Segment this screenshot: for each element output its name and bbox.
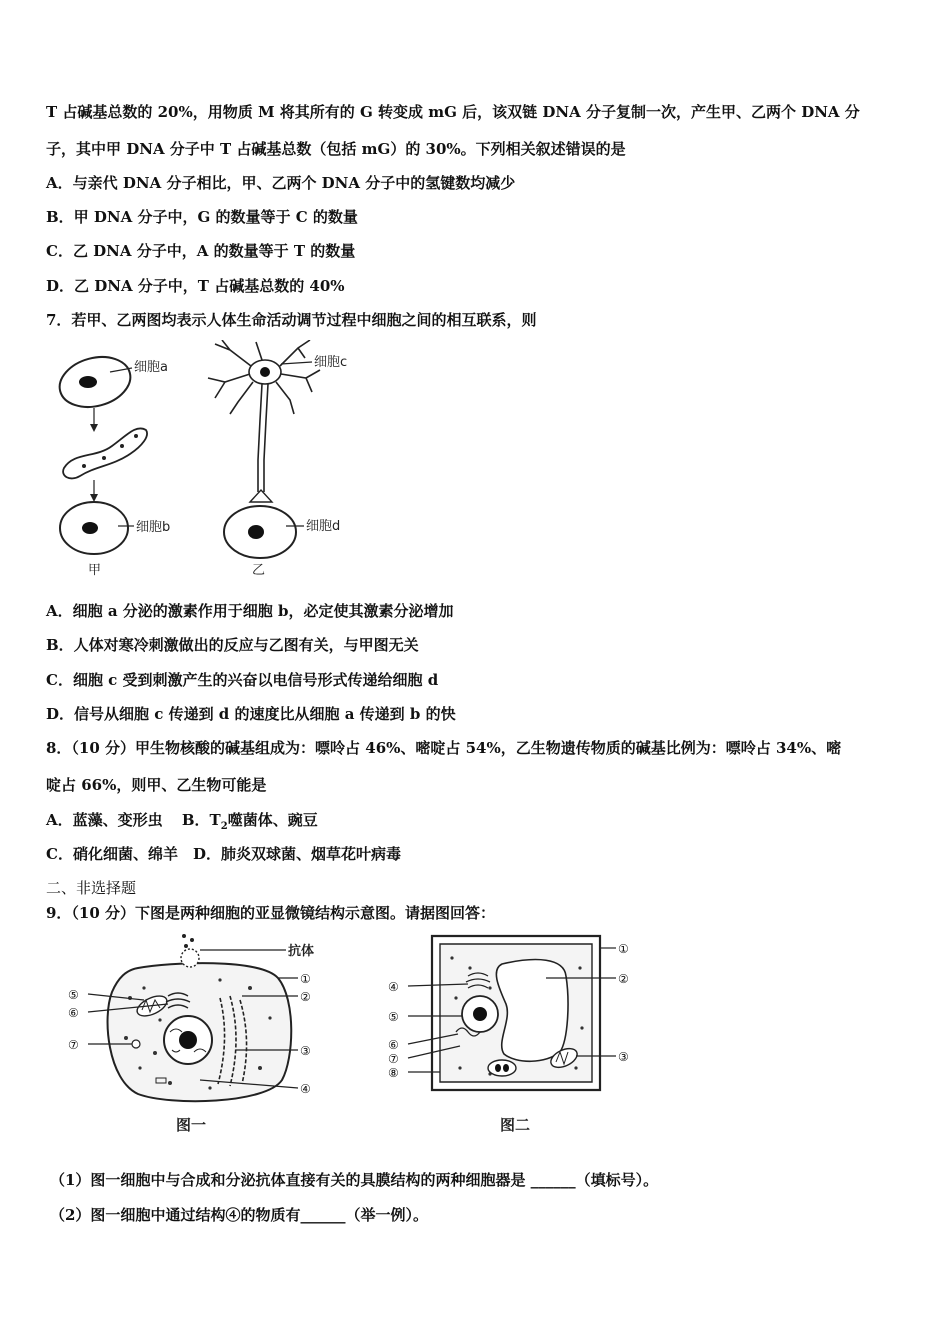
figure-two-plant-cell [388, 936, 629, 1134]
fig1-label-1: ① [300, 972, 311, 986]
q8-options-ab [46, 810, 318, 837]
fig2-label-1: ① [618, 942, 629, 956]
q8-stem-line1: 8．（10 分）甲生物核酸的碱基组成为：嘌呤占 46%、嘧啶占 54%，乙生物遗传物质的碱基比例为：嘌呤占 34%、嘧 [46, 739, 842, 757]
section-two-heading: 二、非选择题 [46, 879, 137, 897]
figure-two-caption: 图二 [500, 1116, 531, 1134]
cell-a-label: 细胞a [134, 360, 168, 375]
fig2-label-5: ⑤ [388, 1010, 399, 1024]
q7-option-c: C．细胞 c 受到刺激产生的兴奋以电信号形式传递给细胞 d [46, 671, 439, 689]
fig1-label-6: ⑥ [68, 1006, 79, 1020]
caption-jia: 甲 [88, 563, 102, 578]
fig1-label-7: ⑦ [68, 1038, 79, 1052]
q9-figure [60, 928, 650, 1138]
q8-option-b-prefix: B．T [181, 811, 221, 829]
fig2-label-3: ③ [618, 1050, 629, 1064]
figure-one-animal-cell [68, 934, 314, 1134]
fig1-label-4: ④ [300, 1082, 311, 1096]
q9-sub-question-2: （2）图一细胞中通过结构④的物质有______（举一例）。 [50, 1206, 428, 1224]
q7-figure [50, 340, 380, 580]
cell-c-label: 细胞c [314, 355, 348, 370]
q8-option-b [181, 811, 318, 832]
q8-options-cd: C．硝化细菌、绵羊 D．肺炎双球菌、烟草花叶病毒 [46, 845, 401, 863]
fig2-label-2: ② [618, 972, 629, 986]
fig1-label-2: ② [300, 990, 311, 1004]
q7-option-a: A．细胞 a 分泌的激素作用于细胞 b，必定使其激素分泌增加 [46, 602, 454, 620]
figure-one-caption: 图一 [176, 1116, 207, 1134]
q9-stem: 9．（10 分）下图是两种细胞的亚显微镜结构示意图。请据图回答： [46, 904, 496, 922]
q8-option-b-suffix: 噬菌体、豌豆 [227, 811, 318, 829]
neuron-c-nucleus [260, 367, 270, 377]
fig2-label-7: ⑦ [388, 1052, 399, 1066]
synapse-terminal [250, 490, 272, 502]
q6-option-a: A．与亲代 DNA 分子相比，甲、乙两个 DNA 分子中的氢键数均减少 [46, 174, 516, 192]
q7-option-d: D．信号从细胞 c 传递到 d 的速度比从细胞 a 传递到 b 的快 [46, 705, 456, 723]
q8-stem-line2: 啶占 66%，则甲、乙生物可能是 [46, 776, 267, 794]
q6-option-c: C．乙 DNA 分子中，A 的数量等于 T 的数量 [46, 242, 356, 260]
q8-option-b-subscript: 2 [220, 821, 228, 832]
q6-stem-line1: T 占碱基总数的 20%，用物质 M 将其所有的 G 转变成 mG 后，该双链 DNA 分子复制一次，产生甲、乙两个 DNA 分 [46, 103, 860, 121]
fig2-label-4: ④ [388, 980, 399, 994]
q6-option-d: D．乙 DNA 分子中，T 占碱基总数的 40% [46, 277, 345, 295]
q7-option-b: B．人体对寒冷刺激做出的反应与乙图有关，与甲图无关 [46, 636, 419, 654]
antibody-label: 抗体 [288, 944, 315, 959]
cell-d-label: 细胞d [306, 519, 341, 534]
q6-stem-line2: 子，其中甲 DNA 分子中 T 占碱基总数（包括 mG）的 30%。下列相关叙述错误的是 [46, 140, 626, 158]
q6-option-b: B．甲 DNA 分子中，G 的数量等于 C 的数量 [46, 208, 358, 226]
q9-sub-question-1: （1）图一细胞中与合成和分泌抗体直接有关的具膜结构的两种细胞器是 ______（填标号）。 [50, 1171, 659, 1189]
caption-yi: 乙 [252, 563, 266, 578]
fig1-label-3: ③ [300, 1044, 311, 1058]
q7-stem: 7．若甲、乙两图均表示人体生命活动调节过程中细胞之间的相互联系，则 [46, 311, 537, 329]
fig2-label-6: ⑥ [388, 1038, 399, 1052]
q8-option-a: A．蓝藻、变形虫 [46, 811, 163, 829]
fig2-label-8: ⑧ [388, 1066, 399, 1080]
cell-b-label: 细胞b [136, 520, 171, 535]
cell-a-nucleus [79, 376, 97, 388]
fig1-label-5: ⑤ [68, 988, 79, 1002]
